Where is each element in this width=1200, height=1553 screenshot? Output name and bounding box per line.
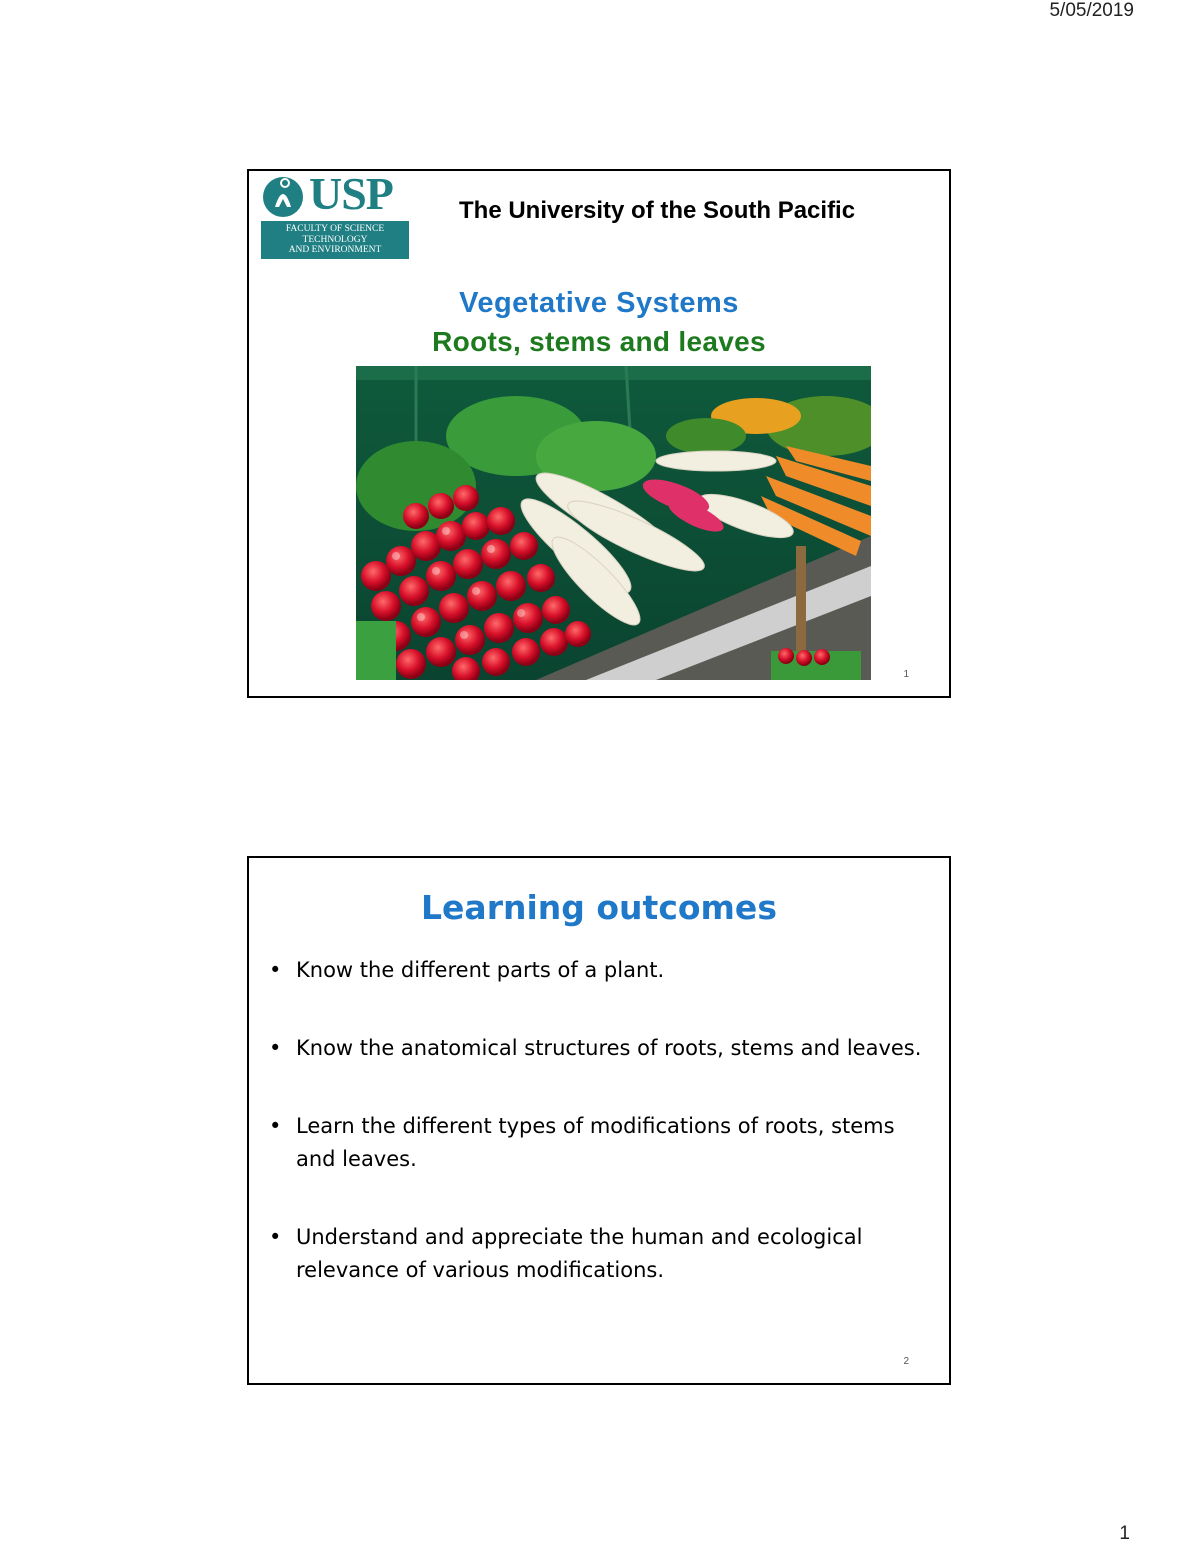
bullet-icon: • [269, 1225, 282, 1249]
logo-band-line: TECHNOLOGY [302, 234, 368, 245]
slide-title: Vegetative Systems [459, 287, 739, 319]
list-item [269, 1110, 939, 1176]
list-item-text: Learn the different types of modifications of roots, stems and leaves. [296, 1114, 895, 1171]
slide-title: Learning outcomes [421, 888, 777, 927]
list-item-text: Know the different parts of a plant. [296, 958, 665, 982]
logo-faculty-band [261, 221, 409, 259]
logo-text: USP [309, 168, 393, 219]
list-item-text: Know the anatomical structures of roots, stems and leaves. [296, 1036, 922, 1060]
logo-band-line: AND ENVIRONMENT [288, 245, 382, 255]
slide-1 [247, 169, 951, 698]
logo-band-line: FACULTY OF SCIENCE [285, 224, 385, 234]
slide-number: 2 [903, 1356, 909, 1367]
list-item [269, 1032, 939, 1065]
slide-number: 1 [903, 669, 909, 680]
page-date: 5/05/2019 [1049, 0, 1134, 21]
bullet-icon: • [269, 958, 282, 982]
bullet-icon: • [269, 1114, 282, 1138]
learning-outcomes-list [269, 954, 939, 1332]
slide-2 [247, 856, 951, 1385]
list-item [269, 954, 939, 987]
usp-logo [261, 168, 411, 259]
university-name: The University of the South Pacific [459, 197, 856, 224]
slide-subtitle: Roots, stems and leaves [432, 326, 766, 357]
page-number: 1 [1119, 1523, 1130, 1544]
vegetables-market-photo [356, 366, 871, 680]
bullet-icon: • [269, 1036, 282, 1060]
list-item-text: Understand and appreciate the human and ecological relevance of various modifications. [296, 1225, 863, 1282]
list-item [269, 1221, 939, 1287]
